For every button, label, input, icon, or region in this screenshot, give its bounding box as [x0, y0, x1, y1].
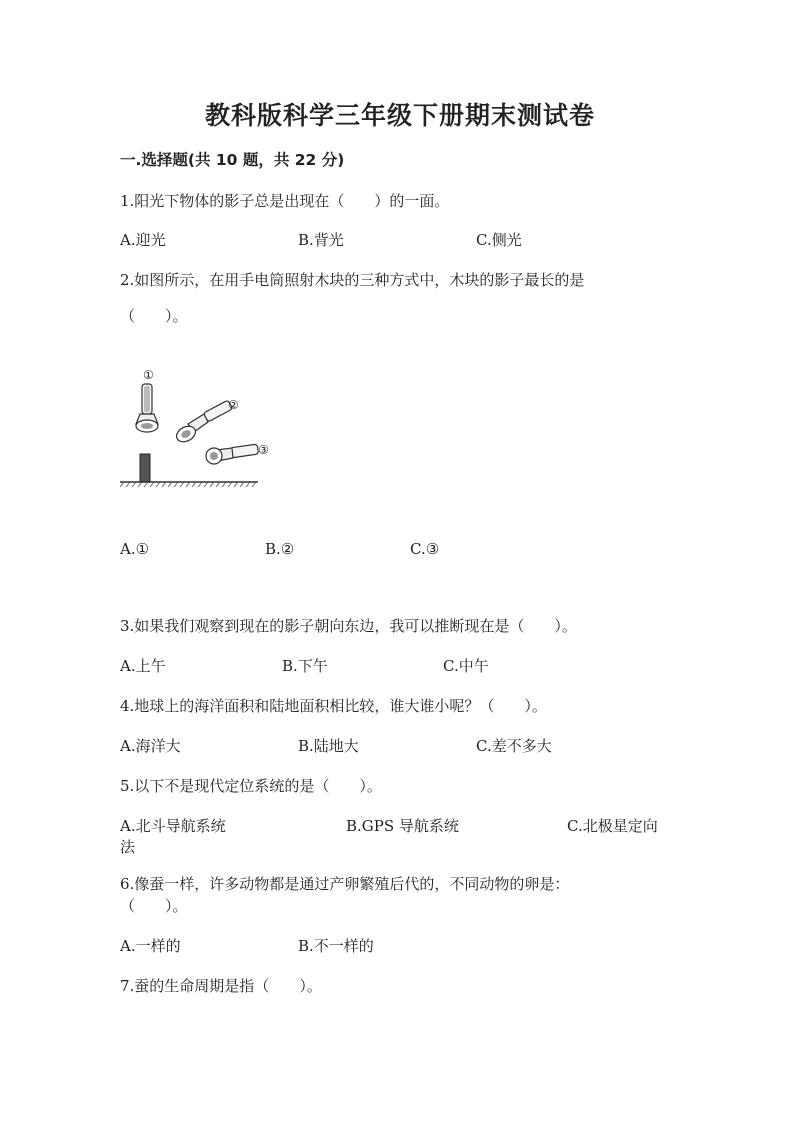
question-5-option-a[interactable]: A.北斗导航系统 [120, 817, 226, 835]
question-4-option-b[interactable]: B.陆地大 [298, 737, 359, 755]
question-6-stem-continued: （ ）。 [120, 897, 188, 915]
question-5-option-c[interactable]: C.北极星定向 [567, 817, 658, 835]
flashlight-1-icon [136, 384, 158, 432]
question-7-stem: 7.蚕的生命周期是指（ ）。 [120, 977, 322, 995]
question-2-stem-continued: （ ）。 [120, 307, 188, 325]
question-1-stem: 1.阳光下物体的影子总是出现在（ ）的一面。 [120, 192, 450, 210]
section-heading: 一.选择题(共 10 题，共 22 分) [120, 151, 345, 169]
figure-label-3: ③ [258, 443, 269, 457]
question-5-option-c-wrap: 法 [120, 838, 136, 856]
question-3-option-a[interactable]: A.上午 [120, 657, 166, 675]
question-4-option-c[interactable]: C.差不多大 [476, 737, 552, 755]
question-5-option-b[interactable]: B.GPS 导航系统 [346, 817, 459, 835]
question-3-stem: 3.如果我们观察到现在的影子朝向东边，我可以推断现在是（ ）。 [120, 617, 577, 635]
ground-line [120, 482, 258, 487]
wood-block [140, 454, 150, 482]
question-1-option-a[interactable]: A.迎光 [120, 231, 166, 249]
figure-label-2: ② [228, 398, 239, 412]
figure-label-1: ① [143, 368, 154, 382]
flashlight-figure [118, 362, 278, 496]
question-2-stem: 2.如图所示，在用手电筒照射木块的三种方式中，木块的影子最长的是 [120, 271, 585, 289]
question-2-option-a[interactable]: A.① [120, 540, 150, 558]
question-1-option-c[interactable]: C.侧光 [476, 231, 522, 249]
question-6-option-b[interactable]: B.不一样的 [298, 937, 374, 955]
question-6-stem: 6.像蚕一样，许多动物都是通过产卵繁殖后代的，不同动物的卵是： [120, 875, 570, 893]
question-1-option-b[interactable]: B.背光 [298, 231, 344, 249]
question-3-option-c[interactable]: C.中午 [443, 657, 489, 675]
question-4-stem: 4.地球上的海洋面积和陆地面积相比较，谁大谁小呢？（ ）。 [120, 697, 547, 715]
question-3-option-b[interactable]: B.下午 [282, 657, 328, 675]
question-6-option-a[interactable]: A.一样的 [120, 937, 181, 955]
question-2-option-c[interactable]: C.③ [410, 540, 440, 558]
flashlight-3-icon [206, 444, 259, 464]
question-2-option-b[interactable]: B.② [265, 540, 295, 558]
question-5-stem: 5.以下不是现代定位系统的是（ ）。 [120, 777, 382, 795]
page-title: 教科版科学三年级下册期末测试卷 [204, 101, 595, 130]
flashlight-2-icon [174, 400, 233, 445]
question-4-option-a[interactable]: A.海洋大 [120, 737, 181, 755]
